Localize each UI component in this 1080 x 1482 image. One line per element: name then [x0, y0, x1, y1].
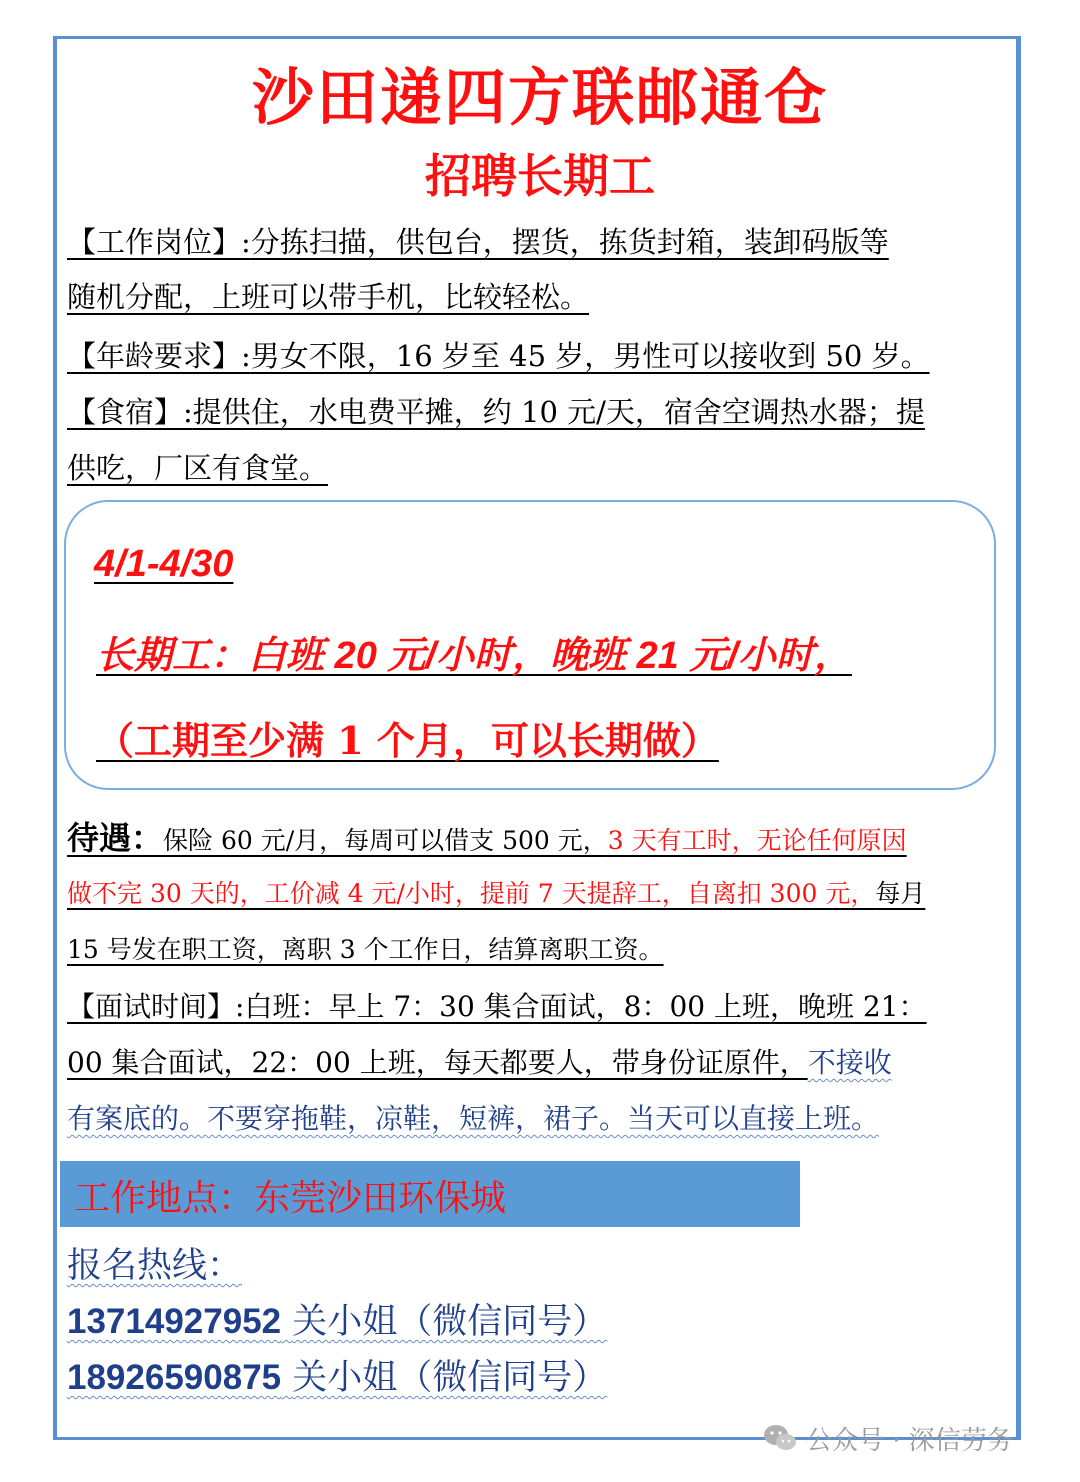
benefits-warning-1: 3 天有工时，无论任何原因 — [607, 826, 907, 855]
hotline-contact-1 — [67, 1294, 607, 1344]
hotline-label: 报名热线： — [67, 1246, 243, 1286]
benefits-text-2: 每月 — [875, 879, 926, 908]
interview-line-1 — [67, 987, 927, 1027]
job-text-1: 分拣扫描，供包台，摆货，拣货封箱，装卸码版等 — [250, 225, 889, 259]
interview-line-2 — [67, 1043, 892, 1083]
board-text-1: 提供住，水电费平摊，约 10 元/天，宿舍空调热水器；提 — [192, 395, 925, 429]
interview-notice-2: 有案底的。不要穿拖鞋，凉鞋，短裤，裙子。当天可以直接上班。 — [67, 1102, 880, 1135]
watermark — [762, 1418, 1052, 1458]
board-line-1 — [67, 392, 925, 432]
benefits-line-2 — [67, 874, 925, 914]
wechat-icon — [762, 1423, 798, 1453]
benefits-line-1 — [67, 818, 907, 861]
age-line — [67, 336, 930, 376]
location-text: 工作地点：东莞沙田环保城 — [74, 1178, 507, 1219]
promo-term: （工期至少满 1 个月，可以长期做） — [96, 718, 719, 763]
interview-text-1: 白班：早上 7：30 集合面试，8：00 上班，晚班 21： — [244, 990, 927, 1023]
contact-name-1: 关小姐（微信同号） — [292, 1302, 608, 1342]
benefits-label: 待遇： — [67, 819, 164, 857]
hotline-contact-2 — [67, 1350, 607, 1400]
benefits-warning-2: 做不完 30 天的，工价减 4 元/小时，提前 7 天提辞工，自离扣 300 元， — [67, 879, 876, 908]
phone-number-2[interactable]: 18926590875 — [67, 1358, 282, 1397]
benefits-text-1: 保险 60 元/月，每周可以借支 500 元， — [163, 826, 608, 855]
benefits-line-3: 15 号发在职工资，离职 3 个工作日，结算离职工资。 — [67, 935, 664, 964]
age-label: 【年龄要求】: — [67, 339, 251, 373]
board-label: 【食宿】: — [67, 395, 193, 429]
job-label: 【工作岗位】: — [67, 225, 251, 259]
contact-name-2: 关小姐（微信同号） — [292, 1358, 608, 1398]
board-line-2: 供吃，厂区有食堂。 — [67, 451, 329, 485]
job-line-2: 随机分配，上班可以带手机，比较轻松。 — [67, 280, 590, 314]
interview-label: 【面试时间】: — [67, 990, 245, 1023]
interview-text-2: 00 集合面试，22：00 上班，每天都要人，带身份证原件， — [67, 1046, 808, 1079]
promo-wage: 长期工：白班 20 元/小时，晚班 21 元/小时， — [96, 635, 852, 677]
page-subtitle: 招聘长期工 — [425, 149, 655, 203]
phone-number-1[interactable]: 13714927952 — [67, 1302, 282, 1341]
age-text: 男女不限，16 岁至 45 岁，男性可以接收到 50 岁。 — [250, 339, 930, 373]
promo-date: 4/1-4/30 — [94, 543, 234, 585]
interview-notice-1: 不接收 — [807, 1046, 892, 1079]
page-title: 沙田递四方联邮通仓 — [251, 61, 828, 134]
watermark-text: 公众号 · 深信劳务 — [806, 1425, 1013, 1456]
job-line-1 — [67, 222, 889, 262]
